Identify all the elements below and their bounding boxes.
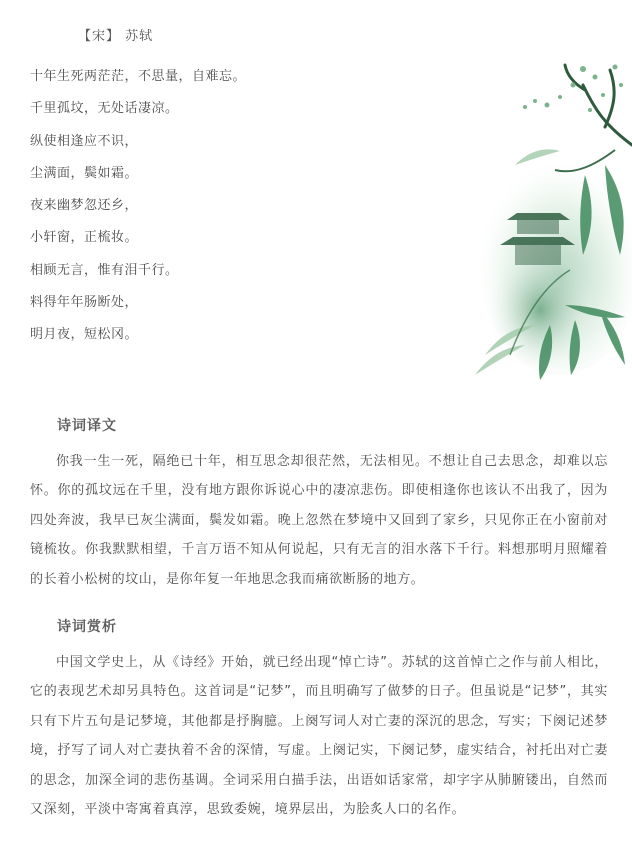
poem-line: 尘满面，鬓如霜。 [30, 165, 139, 181]
ink-landscape-illustration [455, 55, 632, 385]
appreciation-title: 诗词赏析 [57, 619, 117, 635]
poem-line: 十年生死两茫茫，不思量，自难忘。 [30, 69, 247, 84]
appreciation-text: 中国文学史上，从《诗经》开始，就已经出现“悼亡诗”。苏轼的这首悼亡之作与前人相比，它的表现艺术却另具特色。这首词是“记梦”，而且明确写了做梦的日子。但虽说是“记梦”，其实只有下片五句是记梦境，其他都是抒胸臆。上阕写词人对亡妻的深沉的思念，写实；下阕记述梦境，抒写了词人对亡妻执着不舍的深情，写虚。上阕记实，下阕记梦，虚实结合，衬托出对亡妻的思念，加深全词的悲伤基调。全词采用白描手法，出语如话家常，却字字从肺腑镂出，自然而又深刻，平淡中寄寓着真淳，思致委婉，境界层出，为脍炙人口的名作。 [30, 655, 608, 818]
poem-author: 【宋】 苏轼 [78, 29, 154, 44]
poem-body [30, 61, 450, 352]
poem-line: 明月夜，短松冈。 [30, 327, 139, 343]
poem-line: 小轩窗，正梳妆。 [30, 230, 139, 246]
poem-line: 相顾无言，惟有泪千行。 [30, 262, 179, 278]
poem-line: 夜来幽梦忽还乡， [30, 198, 139, 214]
poem-line: 纵使相逢应不识， [30, 133, 139, 149]
poem-line: 料得年年肠断处， [30, 295, 139, 311]
poem-line: 千里孤坟，无处话凄凉。 [30, 101, 179, 117]
translation-title: 诗词译文 [57, 418, 117, 434]
translation-text: 你我一生一死，隔绝已十年，相互思念却很茫然，无法相见。不想让自己去思念，却难以忘怀。你的孤坟远在千里，没有地方跟你诉说心中的凄凉悲伤。即使相逢你也该认不出我了，因为四处奔波，我早已灰尘满面，鬓发如霜。晚上忽然在梦境中又回到了家乡，只见你正在小窗前对镜梳妆。你我默默相望，千言万语不知从何说起，只有无言的泪水落下千行。料想那明月照耀着的长着小松树的坟山，是你年复一年地思念我而痛欲断肠的地方。 [30, 454, 608, 587]
